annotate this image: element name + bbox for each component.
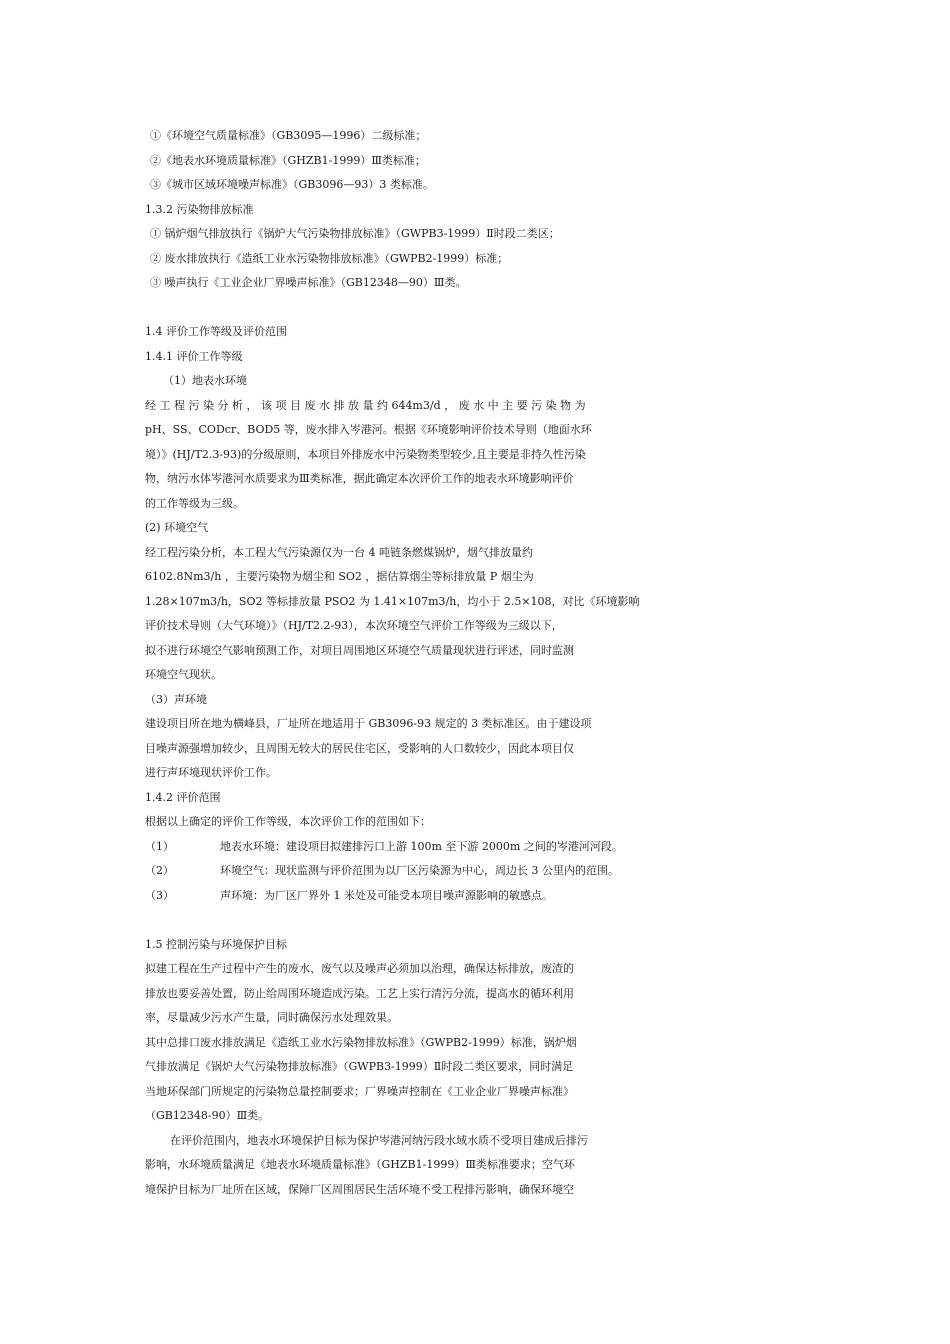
spacer xyxy=(145,908,815,933)
range-item-text: 环境空气：现状监测与评价范围为以厂区污染源为中心，周边长 3 公里内的范围。 xyxy=(220,864,619,877)
surface-water-line: 境）》(HJ/T2.3-93)的分级原则，本项目外排废水中污染物类型较少,且主要是非持久性污染 xyxy=(145,447,586,461)
section-heading-1-5: 1.5 控制污染与环境保护目标 xyxy=(145,937,287,951)
range-intro: 根据以上确定的评价工作等级，本次评价工作的范围如下： xyxy=(145,815,431,828)
range-item-text: 地表水环境：建设项目拟建排污口上游 100m 至下游 2000m 之间的岑港河河段。 xyxy=(220,839,623,853)
range-item-number: （1） xyxy=(145,839,174,853)
noise-title: （3）声环境 xyxy=(145,692,207,706)
range-item xyxy=(145,884,815,909)
emission-item-noise: ③ 噪声执行《工业企业厂界噪声标准》（GB12348—90）Ⅲ类。 xyxy=(150,276,467,289)
air-line: 经工程污染分析，本工程大气污染源仅为一台 4 吨链条燃煤锅炉，烟气排放量约 xyxy=(145,545,533,559)
section-heading-1-4-2: 1.4.2 评价范围 xyxy=(145,790,221,804)
objective-para1-line: 拟建工程在生产过程中产生的废水、废气以及噪声必须加以治理，确保达标排放，废渣的 xyxy=(145,962,574,975)
surface-water-line: 经 工 程 污 染 分 析 ， 该 项 目 废 水 排 放 量 约 644m3/d ， 废 水 中 主 要 污 染 物 为 xyxy=(145,398,586,412)
air-line: 环境空气现状。 xyxy=(145,668,222,681)
air-title: (2) 环境空气 xyxy=(145,521,209,534)
objective-para2-line: 其中总排口废水排放满足《造纸工业水污染物排放标准》（GWPB2-1999）标准，锅炉烟 xyxy=(145,1035,577,1049)
surface-water-title: （1）地表水环境 xyxy=(163,374,247,387)
noise-line: 目噪声源强增加较少，且周围无较大的居民住宅区，受影响的人口数较少，因此本项目仅 xyxy=(145,741,574,755)
range-item-text: 声环境：为厂区厂界外 1 米处及可能受本项目噪声源影响的敏感点。 xyxy=(220,888,553,902)
range-item-number: （2） xyxy=(145,864,174,877)
objective-para1-line: 排放也要妥善处置，防止给周围环境造成污染。工艺上实行清污分流，提高水的循环利用 xyxy=(145,986,574,1000)
objective-para2-line: 气排放满足《锅炉大气污染物排放标准》（GWPB3-1999）Ⅱ时段二类区要求，同时满足 xyxy=(145,1060,574,1073)
spacer xyxy=(145,296,815,321)
section-heading-1-4: 1.4 评价工作等级及评价范围 xyxy=(145,325,287,338)
surface-water-line: 的工作等级为三级。 xyxy=(145,496,244,510)
objective-para1-line: 率，尽量减少污水产生量，同时确保污水处理效果。 xyxy=(145,1011,398,1024)
emission-item-wastewater: ② 废水排放执行《造纸工业水污染物排放标准》（GWPB2-1999）标准； xyxy=(150,251,509,265)
section-heading-1-4-1: 1.4.1 评价工作等级 xyxy=(145,349,243,363)
objective-para3-line: 境保护目标为厂址所在区域，保障厂区周围居民生活环境不受工程排污影响，确保环境空 xyxy=(145,1182,574,1196)
standard-item-air: ①《环境空气质量标准》（GB3095—1996）二级标准； xyxy=(150,129,427,142)
section-heading-1-3-2: 1.3.2 污染物排放标准 xyxy=(145,202,254,216)
standard-item-surface-water: ②《地表水环境质量标准》（GHZB1-1999）Ⅲ类标准； xyxy=(150,153,426,167)
emission-item-boiler: ① 锅炉烟气排放执行《锅炉大气污染物排放标准》（GWPB3-1999）Ⅱ时段二类区； xyxy=(150,227,560,240)
range-item xyxy=(145,859,815,884)
air-line: 拟不进行环境空气影响预测工作，对项目周围地区环境空气质量现状进行评述，同时监测 xyxy=(145,643,574,657)
standard-item-noise: ③《城市区域环境噪声标准》（GB3096—93）3 类标准。 xyxy=(150,178,434,191)
objective-para3-line: 影响，水环境质量满足《地表水环境质量标准》（GHZB1-1999）Ⅲ类标准要求；空气环 xyxy=(145,1158,575,1171)
noise-line: 进行声环境现状评价工作。 xyxy=(145,766,277,779)
objective-para2-line: （GB12348-90）Ⅲ类。 xyxy=(145,1109,270,1122)
air-line: 1.28×107m3/h，SO2 等标排放量 PSO2 为 1.41×107m3/h，均小于 2.5×108，对比《环境影响 xyxy=(145,594,640,608)
objective-para3-line: 在评价范围内，地表水环境保护目标为保护岑港河纳污段水域水质不受项目建成后排污 xyxy=(170,1133,588,1147)
document-body xyxy=(145,124,815,1202)
range-item-number: （3） xyxy=(145,888,174,902)
air-line: 评价技术导则（大气环境）》（HJ/T2.2-93），本次环境空气评价工作等级为三级以下， xyxy=(145,619,563,632)
surface-water-line: pH、SS、CODcr、BOD5 等，废水排入岑港河。根据《环境影响评价技术导则（地面水环 xyxy=(145,423,592,436)
objective-para2-line: 当地环保部门所规定的污染物总量控制要求；厂界噪声控制在《工业企业厂界噪声标准》 xyxy=(145,1084,574,1098)
surface-water-line: 物，纳污水体岑港河水质要求为Ⅲ类标准，据此确定本次评价工作的地表水环境影响评价 xyxy=(145,472,574,485)
noise-line: 建设项目所在地为横峰县，厂址所在地适用于 GB3096-93 规定的 3 类标准区。由于建设项 xyxy=(145,717,592,730)
air-line: 6102.8Nm3/h ，主要污染物为烟尘和 SO2 ，据估算烟尘等标排放量 P 烟尘为 xyxy=(145,570,534,583)
range-item xyxy=(145,835,815,860)
